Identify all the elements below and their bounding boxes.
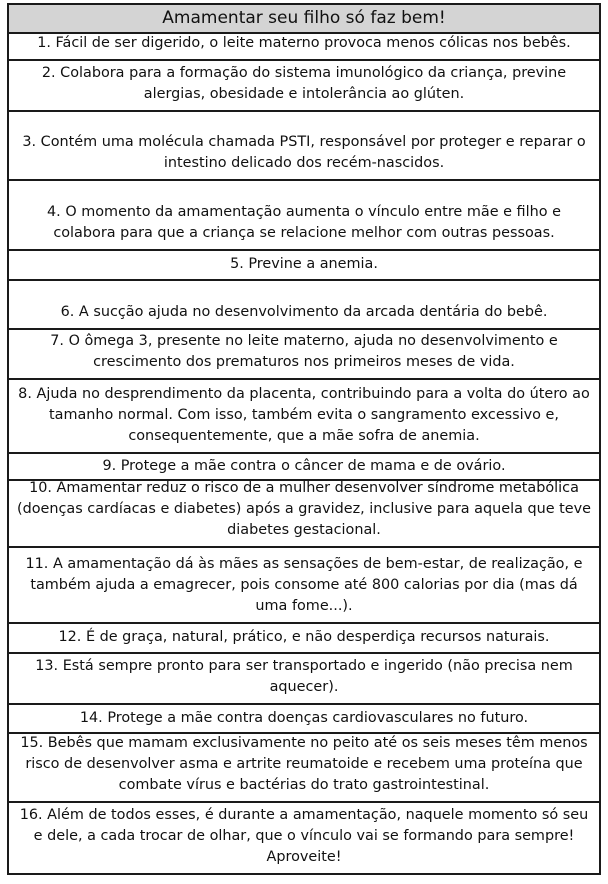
list-item-10 (9, 481, 599, 548)
item-text: 8. Ajuda no desprendimento da placenta, contribuindo para a volta do útero ao tamanho normal. Com isso, também evita o sangramento excessivo e, consequentemente, que a mãe sofra de anemia. (18, 385, 590, 444)
item-text: 13. Está sempre pronto para ser transportado e ingerido (não precisa nem aquecer). (35, 657, 573, 695)
table-title: Amamentar seu filho só faz bem! (9, 5, 599, 34)
item-text: 10. Amamentar reduz o risco de a mulher desenvolver síndrome metabólica (doenças cardíacas e diabetes) após a gravidez, inclusive para aquela que teve diabetes gestacional. (16, 480, 592, 539)
list-item-3 (9, 112, 599, 182)
list-item-7 (9, 330, 599, 380)
item-text: 1. Fácil de ser digerido, o leite materno provoca menos cólicas nos bebês. (37, 34, 571, 51)
list-item-1 (9, 34, 599, 61)
item-text: 15. Bebês que mamam exclusivamente no peito até os seis meses têm menos risco de desenvolver asma e artrite reumatoide e recebem uma proteína que combate vírus e bactérias do trato gastrointestinal. (20, 735, 588, 794)
item-text: 3. Contém uma molécula chamada PSTI, responsável por proteger e reparar o intestino delicado dos recém-nascidos. (22, 134, 586, 172)
list-item-15 (9, 734, 599, 803)
item-text: 14. Protege a mãe contra doenças cardiovasculares no futuro. (79, 710, 529, 726)
list-item-14 (9, 705, 599, 735)
item-text: 16. Além de todos esses, é durante a amamentação, naquele momento só seu e dele, a cada trocar de olhar, que o vínculo vai se formando para sempre! Aproveite! (19, 807, 589, 866)
item-text: 2. Colabora para a formação do sistema imunológico da criança, previne alergias, obesidade e intolerância ao glúten. (41, 64, 567, 102)
list-item-9 (9, 454, 599, 482)
item-text: 11. A amamentação dá às mães as sensações de bem-estar, de realização, e também ajuda a emagrecer, pois consome até 800 calorias por dia (mas dá uma fome...). (25, 556, 583, 615)
item-text: 12. É de graça, natural, prático, e não desperdiça recursos naturais. (58, 629, 550, 646)
list-item-13 (9, 654, 599, 705)
list-item-8 (9, 380, 599, 454)
item-text: 5. Previne a anemia. (230, 256, 378, 273)
list-item-16 (9, 803, 599, 873)
item-text: 4. O momento da amamentação aumenta o vínculo entre mãe e filho e colabora para que a criança se relacione melhor com outras pessoas. (47, 203, 561, 241)
list-item-11 (9, 548, 599, 624)
list-item-5 (9, 251, 599, 281)
list-item-2 (9, 61, 599, 112)
list-item-4 (9, 181, 599, 251)
list-item-12 (9, 624, 599, 654)
item-text: 9. Protege a mãe contra o câncer de mama e de ovário. (102, 458, 506, 475)
benefits-table (7, 3, 601, 875)
item-text: 6. A sucção ajuda no desenvolvimento da arcada dentária do bebê. (60, 304, 548, 321)
list-item-6 (9, 281, 599, 331)
item-text: 7. O ômega 3, presente no leite materno, ajuda no desenvolvimento e crescimento dos prematuros nos primeiros meses de vida. (50, 333, 558, 371)
